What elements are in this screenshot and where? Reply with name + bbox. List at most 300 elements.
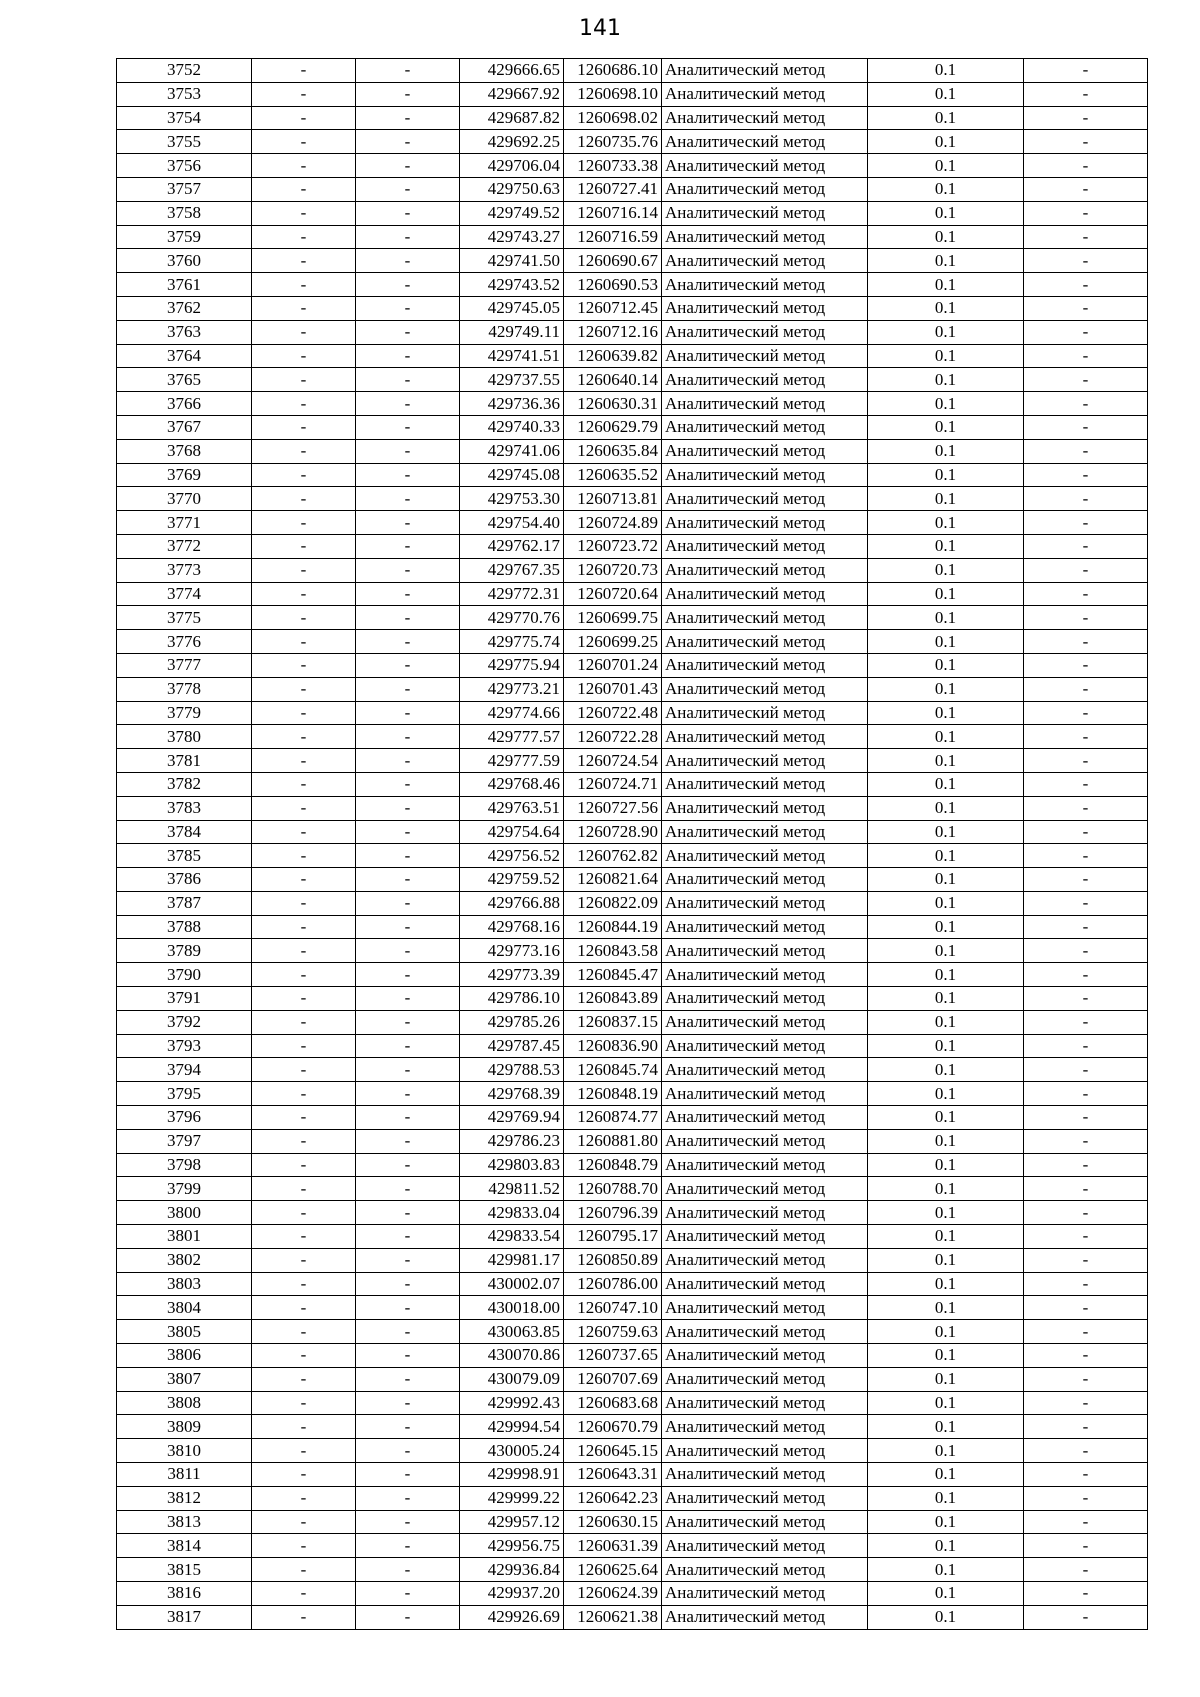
cell-point-number: 3806 xyxy=(117,1344,252,1368)
cell-empty-2: - xyxy=(356,368,460,392)
cell-x-coordinate: 429763.51 xyxy=(460,796,564,820)
cell-x-coordinate: 430079.09 xyxy=(460,1367,564,1391)
cell-empty-1: - xyxy=(252,1010,356,1034)
cell-y-coordinate: 1260881.80 xyxy=(564,1129,662,1153)
cell-accuracy: 0.1 xyxy=(868,582,1024,606)
cell-point-number: 3790 xyxy=(117,963,252,987)
table-row xyxy=(117,82,1148,106)
cell-point-number: 3801 xyxy=(117,1225,252,1249)
cell-x-coordinate: 429937.20 xyxy=(460,1582,564,1606)
cell-accuracy: 0.1 xyxy=(868,963,1024,987)
cell-x-coordinate: 429773.16 xyxy=(460,939,564,963)
cell-point-number: 3772 xyxy=(117,534,252,558)
cell-accuracy: 0.1 xyxy=(868,1248,1024,1272)
cell-method: Аналитический метод xyxy=(662,1344,868,1368)
cell-y-coordinate: 1260698.02 xyxy=(564,106,662,130)
cell-x-coordinate: 429754.40 xyxy=(460,511,564,535)
cell-empty-3: - xyxy=(1024,59,1148,83)
cell-method: Аналитический метод xyxy=(662,344,868,368)
cell-empty-2: - xyxy=(356,1225,460,1249)
table-row xyxy=(117,1367,1148,1391)
cell-x-coordinate: 429775.94 xyxy=(460,653,564,677)
cell-y-coordinate: 1260716.14 xyxy=(564,201,662,225)
cell-empty-1: - xyxy=(252,154,356,178)
cell-method: Аналитический метод xyxy=(662,320,868,344)
cell-empty-1: - xyxy=(252,368,356,392)
cell-y-coordinate: 1260699.75 xyxy=(564,606,662,630)
table-row xyxy=(117,677,1148,701)
cell-empty-1: - xyxy=(252,820,356,844)
cell-x-coordinate: 430005.24 xyxy=(460,1439,564,1463)
cell-method: Аналитический метод xyxy=(662,201,868,225)
cell-y-coordinate: 1260821.64 xyxy=(564,868,662,892)
table-row xyxy=(117,368,1148,392)
cell-x-coordinate: 429762.17 xyxy=(460,534,564,558)
cell-accuracy: 0.1 xyxy=(868,225,1024,249)
cell-method: Аналитический метод xyxy=(662,392,868,416)
cell-x-coordinate: 429737.55 xyxy=(460,368,564,392)
cell-empty-3: - xyxy=(1024,701,1148,725)
cell-empty-2: - xyxy=(356,1034,460,1058)
table-row xyxy=(117,1034,1148,1058)
page-number: 141 xyxy=(579,16,621,41)
cell-empty-1: - xyxy=(252,1106,356,1130)
cell-y-coordinate: 1260727.41 xyxy=(564,177,662,201)
cell-y-coordinate: 1260713.81 xyxy=(564,487,662,511)
cell-y-coordinate: 1260722.28 xyxy=(564,725,662,749)
cell-point-number: 3777 xyxy=(117,653,252,677)
cell-empty-3: - xyxy=(1024,558,1148,582)
cell-empty-2: - xyxy=(356,344,460,368)
table-row xyxy=(117,511,1148,535)
cell-empty-2: - xyxy=(356,820,460,844)
cell-point-number: 3800 xyxy=(117,1201,252,1225)
cell-empty-1: - xyxy=(252,320,356,344)
table-row xyxy=(117,1296,1148,1320)
cell-y-coordinate: 1260631.39 xyxy=(564,1534,662,1558)
cell-method: Аналитический метод xyxy=(662,1177,868,1201)
cell-point-number: 3770 xyxy=(117,487,252,511)
cell-point-number: 3811 xyxy=(117,1463,252,1487)
cell-empty-3: - xyxy=(1024,915,1148,939)
cell-empty-1: - xyxy=(252,939,356,963)
table-row xyxy=(117,749,1148,773)
cell-empty-2: - xyxy=(356,1010,460,1034)
table-row xyxy=(117,630,1148,654)
cell-point-number: 3763 xyxy=(117,320,252,344)
cell-y-coordinate: 1260635.52 xyxy=(564,463,662,487)
cell-empty-1: - xyxy=(252,1534,356,1558)
table-row xyxy=(117,891,1148,915)
cell-empty-3: - xyxy=(1024,1106,1148,1130)
cell-empty-1: - xyxy=(252,1082,356,1106)
cell-accuracy: 0.1 xyxy=(868,987,1024,1011)
cell-empty-2: - xyxy=(356,844,460,868)
cell-accuracy: 0.1 xyxy=(868,249,1024,273)
cell-method: Аналитический метод xyxy=(662,1082,868,1106)
cell-empty-1: - xyxy=(252,1391,356,1415)
cell-empty-2: - xyxy=(356,868,460,892)
cell-point-number: 3816 xyxy=(117,1582,252,1606)
cell-y-coordinate: 1260724.71 xyxy=(564,772,662,796)
cell-method: Аналитический метод xyxy=(662,653,868,677)
cell-x-coordinate: 429692.25 xyxy=(460,130,564,154)
cell-method: Аналитический метод xyxy=(662,630,868,654)
cell-method: Аналитический метод xyxy=(662,415,868,439)
cell-y-coordinate: 1260625.64 xyxy=(564,1558,662,1582)
cell-empty-3: - xyxy=(1024,177,1148,201)
cell-x-coordinate: 429769.94 xyxy=(460,1106,564,1130)
cell-empty-2: - xyxy=(356,1534,460,1558)
cell-y-coordinate: 1260683.68 xyxy=(564,1391,662,1415)
cell-empty-3: - xyxy=(1024,1034,1148,1058)
cell-empty-2: - xyxy=(356,1106,460,1130)
cell-accuracy: 0.1 xyxy=(868,653,1024,677)
cell-empty-3: - xyxy=(1024,1248,1148,1272)
cell-empty-3: - xyxy=(1024,1177,1148,1201)
cell-empty-3: - xyxy=(1024,1439,1148,1463)
cell-point-number: 3754 xyxy=(117,106,252,130)
cell-empty-1: - xyxy=(252,273,356,297)
table-row xyxy=(117,534,1148,558)
cell-empty-3: - xyxy=(1024,1558,1148,1582)
cell-method: Аналитический метод xyxy=(662,106,868,130)
cell-method: Аналитический метод xyxy=(662,1367,868,1391)
cell-x-coordinate: 429741.50 xyxy=(460,249,564,273)
cell-y-coordinate: 1260698.10 xyxy=(564,82,662,106)
cell-method: Аналитический метод xyxy=(662,1582,868,1606)
cell-empty-1: - xyxy=(252,630,356,654)
cell-method: Аналитический метод xyxy=(662,558,868,582)
cell-empty-1: - xyxy=(252,1034,356,1058)
cell-empty-3: - xyxy=(1024,201,1148,225)
cell-point-number: 3807 xyxy=(117,1367,252,1391)
cell-empty-3: - xyxy=(1024,772,1148,796)
table-row xyxy=(117,1582,1148,1606)
cell-empty-2: - xyxy=(356,630,460,654)
cell-empty-2: - xyxy=(356,1153,460,1177)
cell-empty-1: - xyxy=(252,82,356,106)
table-row xyxy=(117,1486,1148,1510)
cell-empty-2: - xyxy=(356,701,460,725)
cell-x-coordinate: 429981.17 xyxy=(460,1248,564,1272)
cell-y-coordinate: 1260630.15 xyxy=(564,1510,662,1534)
cell-empty-2: - xyxy=(356,296,460,320)
cell-accuracy: 0.1 xyxy=(868,1486,1024,1510)
table-row xyxy=(117,1106,1148,1130)
cell-method: Аналитический метод xyxy=(662,1034,868,1058)
table-row xyxy=(117,392,1148,416)
cell-empty-1: - xyxy=(252,296,356,320)
cell-y-coordinate: 1260727.56 xyxy=(564,796,662,820)
cell-empty-1: - xyxy=(252,891,356,915)
table-row xyxy=(117,1058,1148,1082)
cell-y-coordinate: 1260845.74 xyxy=(564,1058,662,1082)
cell-empty-3: - xyxy=(1024,1415,1148,1439)
table-row xyxy=(117,653,1148,677)
cell-empty-3: - xyxy=(1024,1320,1148,1344)
cell-accuracy: 0.1 xyxy=(868,1034,1024,1058)
cell-point-number: 3797 xyxy=(117,1129,252,1153)
cell-method: Аналитический метод xyxy=(662,1391,868,1415)
cell-empty-1: - xyxy=(252,725,356,749)
cell-empty-3: - xyxy=(1024,392,1148,416)
cell-point-number: 3767 xyxy=(117,415,252,439)
cell-empty-3: - xyxy=(1024,820,1148,844)
cell-empty-2: - xyxy=(356,606,460,630)
cell-accuracy: 0.1 xyxy=(868,1605,1024,1629)
cell-point-number: 3769 xyxy=(117,463,252,487)
cell-accuracy: 0.1 xyxy=(868,1082,1024,1106)
table-row xyxy=(117,1320,1148,1344)
cell-y-coordinate: 1260630.31 xyxy=(564,392,662,416)
table-body xyxy=(117,59,1148,1630)
cell-empty-3: - xyxy=(1024,249,1148,273)
cell-empty-3: - xyxy=(1024,225,1148,249)
table-row xyxy=(117,1415,1148,1439)
cell-empty-1: - xyxy=(252,1344,356,1368)
table-row xyxy=(117,820,1148,844)
cell-y-coordinate: 1260733.38 xyxy=(564,154,662,178)
cell-method: Аналитический метод xyxy=(662,1439,868,1463)
cell-accuracy: 0.1 xyxy=(868,820,1024,844)
table-row xyxy=(117,963,1148,987)
cell-empty-2: - xyxy=(356,891,460,915)
cell-method: Аналитический метод xyxy=(662,606,868,630)
cell-empty-1: - xyxy=(252,677,356,701)
cell-method: Аналитический метод xyxy=(662,1225,868,1249)
cell-point-number: 3759 xyxy=(117,225,252,249)
cell-x-coordinate: 429998.91 xyxy=(460,1463,564,1487)
cell-empty-2: - xyxy=(356,225,460,249)
cell-empty-1: - xyxy=(252,415,356,439)
cell-method: Аналитический метод xyxy=(662,725,868,749)
cell-y-coordinate: 1260843.58 xyxy=(564,939,662,963)
cell-empty-3: - xyxy=(1024,963,1148,987)
cell-x-coordinate: 429759.52 xyxy=(460,868,564,892)
cell-point-number: 3789 xyxy=(117,939,252,963)
table-row xyxy=(117,915,1148,939)
cell-method: Аналитический метод xyxy=(662,1010,868,1034)
cell-empty-3: - xyxy=(1024,1605,1148,1629)
cell-accuracy: 0.1 xyxy=(868,939,1024,963)
cell-y-coordinate: 1260762.82 xyxy=(564,844,662,868)
cell-empty-1: - xyxy=(252,653,356,677)
cell-accuracy: 0.1 xyxy=(868,344,1024,368)
cell-accuracy: 0.1 xyxy=(868,273,1024,297)
cell-empty-2: - xyxy=(356,1320,460,1344)
cell-point-number: 3758 xyxy=(117,201,252,225)
table-row xyxy=(117,177,1148,201)
cell-method: Аналитический метод xyxy=(662,511,868,535)
cell-accuracy: 0.1 xyxy=(868,558,1024,582)
cell-method: Аналитический метод xyxy=(662,820,868,844)
table-row xyxy=(117,1248,1148,1272)
cell-empty-3: - xyxy=(1024,1534,1148,1558)
cell-accuracy: 0.1 xyxy=(868,891,1024,915)
cell-method: Аналитический метод xyxy=(662,1296,868,1320)
cell-point-number: 3782 xyxy=(117,772,252,796)
cell-x-coordinate: 429785.26 xyxy=(460,1010,564,1034)
cell-y-coordinate: 1260822.09 xyxy=(564,891,662,915)
cell-method: Аналитический метод xyxy=(662,582,868,606)
table-row xyxy=(117,1463,1148,1487)
cell-accuracy: 0.1 xyxy=(868,59,1024,83)
cell-method: Аналитический метод xyxy=(662,249,868,273)
table-row xyxy=(117,1344,1148,1368)
cell-point-number: 3809 xyxy=(117,1415,252,1439)
table-row xyxy=(117,987,1148,1011)
table-row xyxy=(117,1391,1148,1415)
cell-empty-1: - xyxy=(252,1225,356,1249)
cell-empty-3: - xyxy=(1024,534,1148,558)
cell-empty-3: - xyxy=(1024,582,1148,606)
cell-accuracy: 0.1 xyxy=(868,296,1024,320)
table-row xyxy=(117,439,1148,463)
cell-method: Аналитический метод xyxy=(662,1558,868,1582)
cell-x-coordinate: 429786.10 xyxy=(460,987,564,1011)
cell-point-number: 3756 xyxy=(117,154,252,178)
cell-point-number: 3752 xyxy=(117,59,252,83)
cell-method: Аналитический метод xyxy=(662,1129,868,1153)
cell-point-number: 3804 xyxy=(117,1296,252,1320)
cell-y-coordinate: 1260645.15 xyxy=(564,1439,662,1463)
cell-x-coordinate: 429787.45 xyxy=(460,1034,564,1058)
cell-accuracy: 0.1 xyxy=(868,1320,1024,1344)
cell-y-coordinate: 1260759.63 xyxy=(564,1320,662,1344)
cell-x-coordinate: 429773.21 xyxy=(460,677,564,701)
cell-x-coordinate: 429936.84 xyxy=(460,1558,564,1582)
cell-accuracy: 0.1 xyxy=(868,868,1024,892)
cell-method: Аналитический метод xyxy=(662,1106,868,1130)
table-row xyxy=(117,1201,1148,1225)
cell-point-number: 3779 xyxy=(117,701,252,725)
cell-accuracy: 0.1 xyxy=(868,1439,1024,1463)
table-row xyxy=(117,249,1148,273)
cell-accuracy: 0.1 xyxy=(868,1058,1024,1082)
cell-empty-3: - xyxy=(1024,487,1148,511)
cell-y-coordinate: 1260848.79 xyxy=(564,1153,662,1177)
cell-accuracy: 0.1 xyxy=(868,1510,1024,1534)
cell-empty-1: - xyxy=(252,106,356,130)
cell-point-number: 3808 xyxy=(117,1391,252,1415)
cell-x-coordinate: 429768.39 xyxy=(460,1082,564,1106)
table-row xyxy=(117,1225,1148,1249)
cell-empty-2: - xyxy=(356,201,460,225)
cell-accuracy: 0.1 xyxy=(868,1415,1024,1439)
cell-accuracy: 0.1 xyxy=(868,320,1024,344)
cell-accuracy: 0.1 xyxy=(868,1153,1024,1177)
cell-point-number: 3817 xyxy=(117,1605,252,1629)
cell-y-coordinate: 1260690.53 xyxy=(564,273,662,297)
table-row xyxy=(117,463,1148,487)
cell-method: Аналитический метод xyxy=(662,701,868,725)
table-row xyxy=(117,225,1148,249)
table-row xyxy=(117,154,1148,178)
cell-empty-3: - xyxy=(1024,868,1148,892)
cell-empty-3: - xyxy=(1024,987,1148,1011)
cell-empty-2: - xyxy=(356,677,460,701)
cell-y-coordinate: 1260724.89 xyxy=(564,511,662,535)
cell-y-coordinate: 1260747.10 xyxy=(564,1296,662,1320)
cell-x-coordinate: 429777.59 xyxy=(460,749,564,773)
table-row xyxy=(117,796,1148,820)
cell-method: Аналитический метод xyxy=(662,772,868,796)
cell-accuracy: 0.1 xyxy=(868,130,1024,154)
cell-accuracy: 0.1 xyxy=(868,1558,1024,1582)
cell-empty-2: - xyxy=(356,1558,460,1582)
cell-empty-2: - xyxy=(356,392,460,416)
cell-empty-1: - xyxy=(252,1320,356,1344)
table-row xyxy=(117,606,1148,630)
cell-empty-3: - xyxy=(1024,844,1148,868)
cell-empty-1: - xyxy=(252,844,356,868)
cell-empty-2: - xyxy=(356,1463,460,1487)
cell-method: Аналитический метод xyxy=(662,915,868,939)
cell-point-number: 3764 xyxy=(117,344,252,368)
cell-method: Аналитический метод xyxy=(662,796,868,820)
cell-empty-3: - xyxy=(1024,1463,1148,1487)
cell-point-number: 3783 xyxy=(117,796,252,820)
cell-method: Аналитический метод xyxy=(662,868,868,892)
cell-empty-3: - xyxy=(1024,82,1148,106)
cell-empty-3: - xyxy=(1024,1391,1148,1415)
cell-x-coordinate: 429788.53 xyxy=(460,1058,564,1082)
cell-accuracy: 0.1 xyxy=(868,725,1024,749)
cell-x-coordinate: 429811.52 xyxy=(460,1177,564,1201)
cell-empty-1: - xyxy=(252,59,356,83)
cell-method: Аналитический метод xyxy=(662,1272,868,1296)
cell-empty-2: - xyxy=(356,1201,460,1225)
cell-point-number: 3781 xyxy=(117,749,252,773)
table-row xyxy=(117,106,1148,130)
cell-accuracy: 0.1 xyxy=(868,1010,1024,1034)
table-row xyxy=(117,320,1148,344)
cell-x-coordinate: 429766.88 xyxy=(460,891,564,915)
table-row xyxy=(117,1129,1148,1153)
cell-empty-1: - xyxy=(252,1439,356,1463)
table-row xyxy=(117,296,1148,320)
cell-x-coordinate: 429743.27 xyxy=(460,225,564,249)
cell-empty-1: - xyxy=(252,868,356,892)
cell-method: Аналитический метод xyxy=(662,534,868,558)
cell-empty-3: - xyxy=(1024,653,1148,677)
cell-accuracy: 0.1 xyxy=(868,1582,1024,1606)
cell-empty-1: - xyxy=(252,1272,356,1296)
table-row xyxy=(117,1272,1148,1296)
cell-x-coordinate: 429745.05 xyxy=(460,296,564,320)
cell-y-coordinate: 1260837.15 xyxy=(564,1010,662,1034)
cell-method: Аналитический метод xyxy=(662,677,868,701)
cell-empty-2: - xyxy=(356,987,460,1011)
table-row xyxy=(117,1510,1148,1534)
cell-empty-1: - xyxy=(252,701,356,725)
cell-y-coordinate: 1260716.59 xyxy=(564,225,662,249)
cell-x-coordinate: 429786.23 xyxy=(460,1129,564,1153)
cell-empty-2: - xyxy=(356,177,460,201)
cell-empty-2: - xyxy=(356,653,460,677)
cell-accuracy: 0.1 xyxy=(868,1272,1024,1296)
table-row xyxy=(117,725,1148,749)
cell-empty-1: - xyxy=(252,201,356,225)
cell-empty-1: - xyxy=(252,225,356,249)
cell-method: Аналитический метод xyxy=(662,1153,868,1177)
cell-empty-2: - xyxy=(356,1344,460,1368)
cell-y-coordinate: 1260635.84 xyxy=(564,439,662,463)
cell-y-coordinate: 1260712.16 xyxy=(564,320,662,344)
cell-point-number: 3799 xyxy=(117,1177,252,1201)
cell-empty-2: - xyxy=(356,1058,460,1082)
